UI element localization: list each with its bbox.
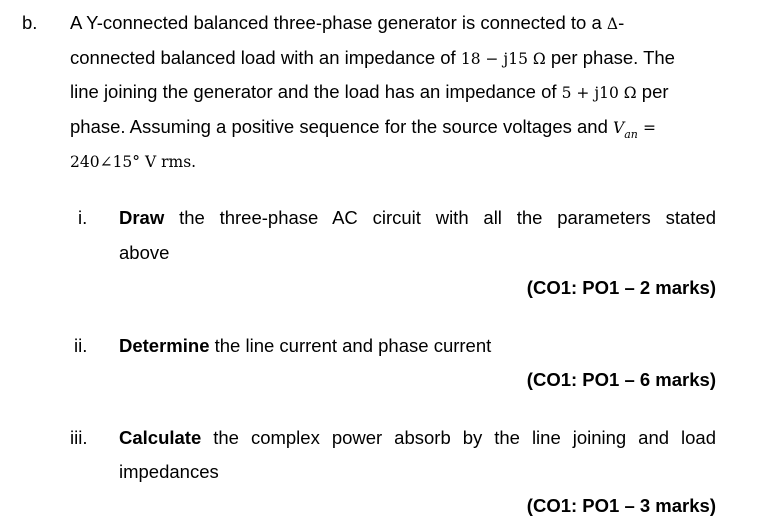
part-i-number: i. bbox=[78, 207, 88, 228]
line-impedance: 5 + j10 Ω bbox=[561, 84, 637, 102]
part-ii-number: ii. bbox=[74, 335, 88, 356]
question-line-2-prefix: connected balanced load with an impedance of bbox=[70, 47, 456, 68]
load-impedance: 18 − j15 Ω bbox=[460, 50, 546, 68]
part-iii-marks: (CO1: PO1 – 3 marks) bbox=[526, 495, 716, 516]
part-iii-line-1 bbox=[119, 427, 716, 449]
question-line-2 bbox=[70, 47, 675, 69]
voltage-subscript: an bbox=[624, 128, 638, 141]
question-line-2-suffix: per phase. The bbox=[550, 47, 675, 68]
part-i-line-2: above bbox=[119, 242, 170, 263]
part-iii-text: the complex power absorb by the line joining and load bbox=[213, 427, 717, 448]
part-i-marks: (CO1: PO1 – 2 marks) bbox=[526, 277, 716, 298]
part-i-text: the three-phase AC circuit with all the parameters stated bbox=[179, 207, 716, 228]
part-ii-text: the line current and phase current bbox=[214, 335, 492, 356]
question-line-3-suffix: per bbox=[641, 81, 669, 102]
question-line-3-prefix: line joining the generator and the load has an impedance of bbox=[70, 81, 557, 102]
delta-symbol: Δ bbox=[606, 15, 619, 33]
part-ii-marks: (CO1: PO1 – 6 marks) bbox=[526, 369, 716, 390]
equals-sign: = bbox=[643, 119, 657, 137]
part-ii-line-1 bbox=[119, 335, 491, 357]
part-iii-number: iii. bbox=[70, 427, 88, 448]
question-line-1 bbox=[70, 12, 624, 34]
part-iii-line-2: impedances bbox=[119, 461, 219, 482]
question-line-3 bbox=[70, 81, 669, 103]
question-line-1-text: A Y-connected balanced three-phase generator is connected to a bbox=[70, 12, 602, 33]
question-line-4 bbox=[70, 116, 657, 141]
source-voltage-value: 240∠15° V rms. bbox=[70, 153, 197, 171]
voltage-symbol: V bbox=[613, 119, 625, 137]
part-iii-verb: Calculate bbox=[119, 427, 202, 448]
part-i-verb: Draw bbox=[119, 207, 165, 228]
part-i-line-1 bbox=[119, 207, 716, 229]
question-line-1-suffix: - bbox=[618, 12, 625, 33]
question-line-4-prefix: phase. Assuming a positive sequence for the source voltages and bbox=[70, 116, 608, 137]
question-label: b. bbox=[22, 12, 38, 33]
part-ii-verb: Determine bbox=[119, 335, 210, 356]
